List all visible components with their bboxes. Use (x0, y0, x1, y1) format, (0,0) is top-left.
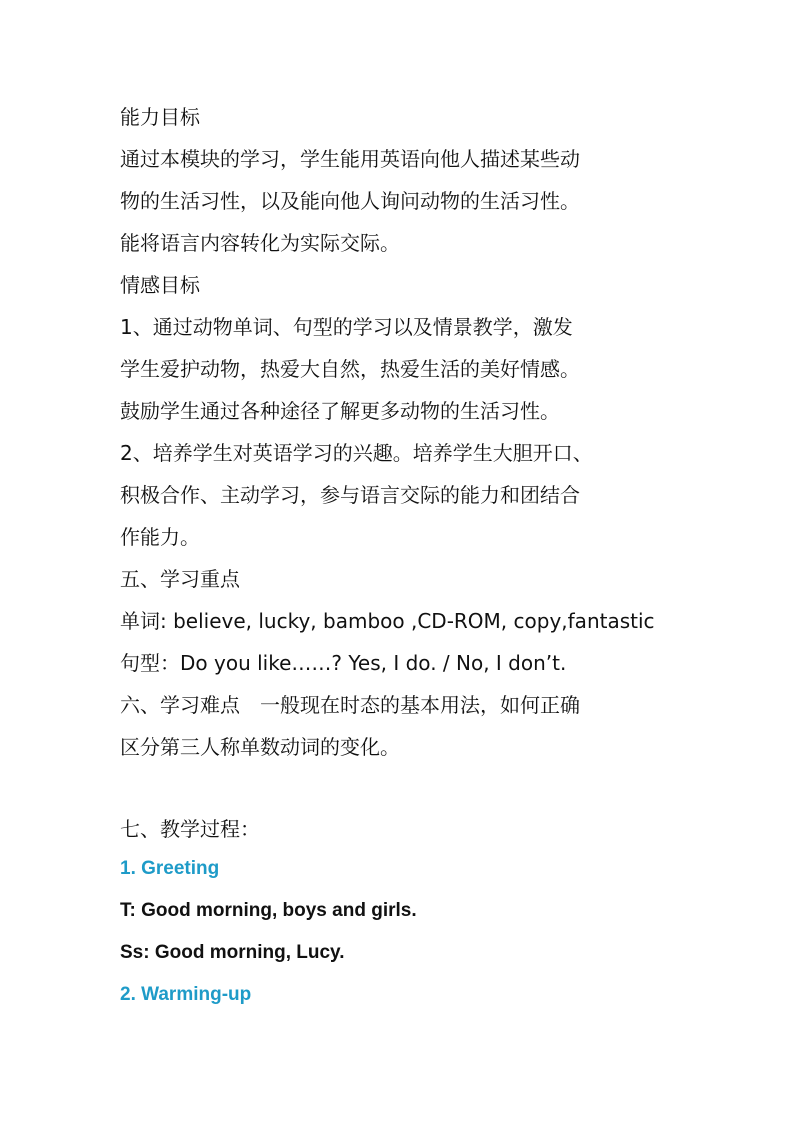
heading-ability-goals: 能力目标 (120, 105, 200, 129)
paragraph-line: 鼓励学生通过各种途径了解更多动物的生活习性。 (120, 399, 560, 423)
paragraph-line: 能将语言内容转化为实际交际。 (120, 231, 400, 255)
step-heading-warming-up: 2. Warming-up (120, 984, 252, 1005)
vocabulary-line: 单词: believe, lucky, bamboo ,CD-ROM, copy,fantastic (120, 609, 655, 633)
step-heading-greeting: 1. Greeting (120, 858, 220, 879)
heading-difficult-points: 六、学习难点 一般现在时态的基本用法，如何正确 (120, 693, 580, 717)
sentence-pattern-line: 句型：Do you like……? Yes, I do. / No, I don’t. (120, 651, 567, 675)
dialogue-line-students: Ss: Good morning, Lucy. (120, 942, 345, 963)
paragraph-line: 物的生活习性，以及能向他人询问动物的生活习性。 (120, 189, 580, 213)
paragraph-line: 2、培养学生对英语学习的兴趣。培养学生大胆开口、 (120, 441, 593, 465)
paragraph-line: 作能力。 (120, 525, 200, 549)
paragraph-line: 区分第三人称单数动词的变化。 (120, 735, 400, 759)
dialogue-line-teacher: T: Good morning, boys and girls. (120, 900, 417, 921)
heading-key-points: 五、学习重点 (120, 567, 240, 591)
paragraph-line: 积极合作、主动学习，参与语言交际的能力和团结合 (120, 483, 580, 507)
paragraph-line: 通过本模块的学习，学生能用英语向他人描述某些动 (120, 147, 580, 171)
paragraph-line: 学生爱护动物，热爱大自然，热爱生活的美好情感。 (120, 357, 580, 381)
heading-teaching-process: 七、教学过程： (120, 817, 260, 841)
heading-emotion-goals: 情感目标 (120, 273, 200, 297)
paragraph-line: 1、通过动物单词、句型的学习以及情景教学，激发 (120, 315, 573, 339)
